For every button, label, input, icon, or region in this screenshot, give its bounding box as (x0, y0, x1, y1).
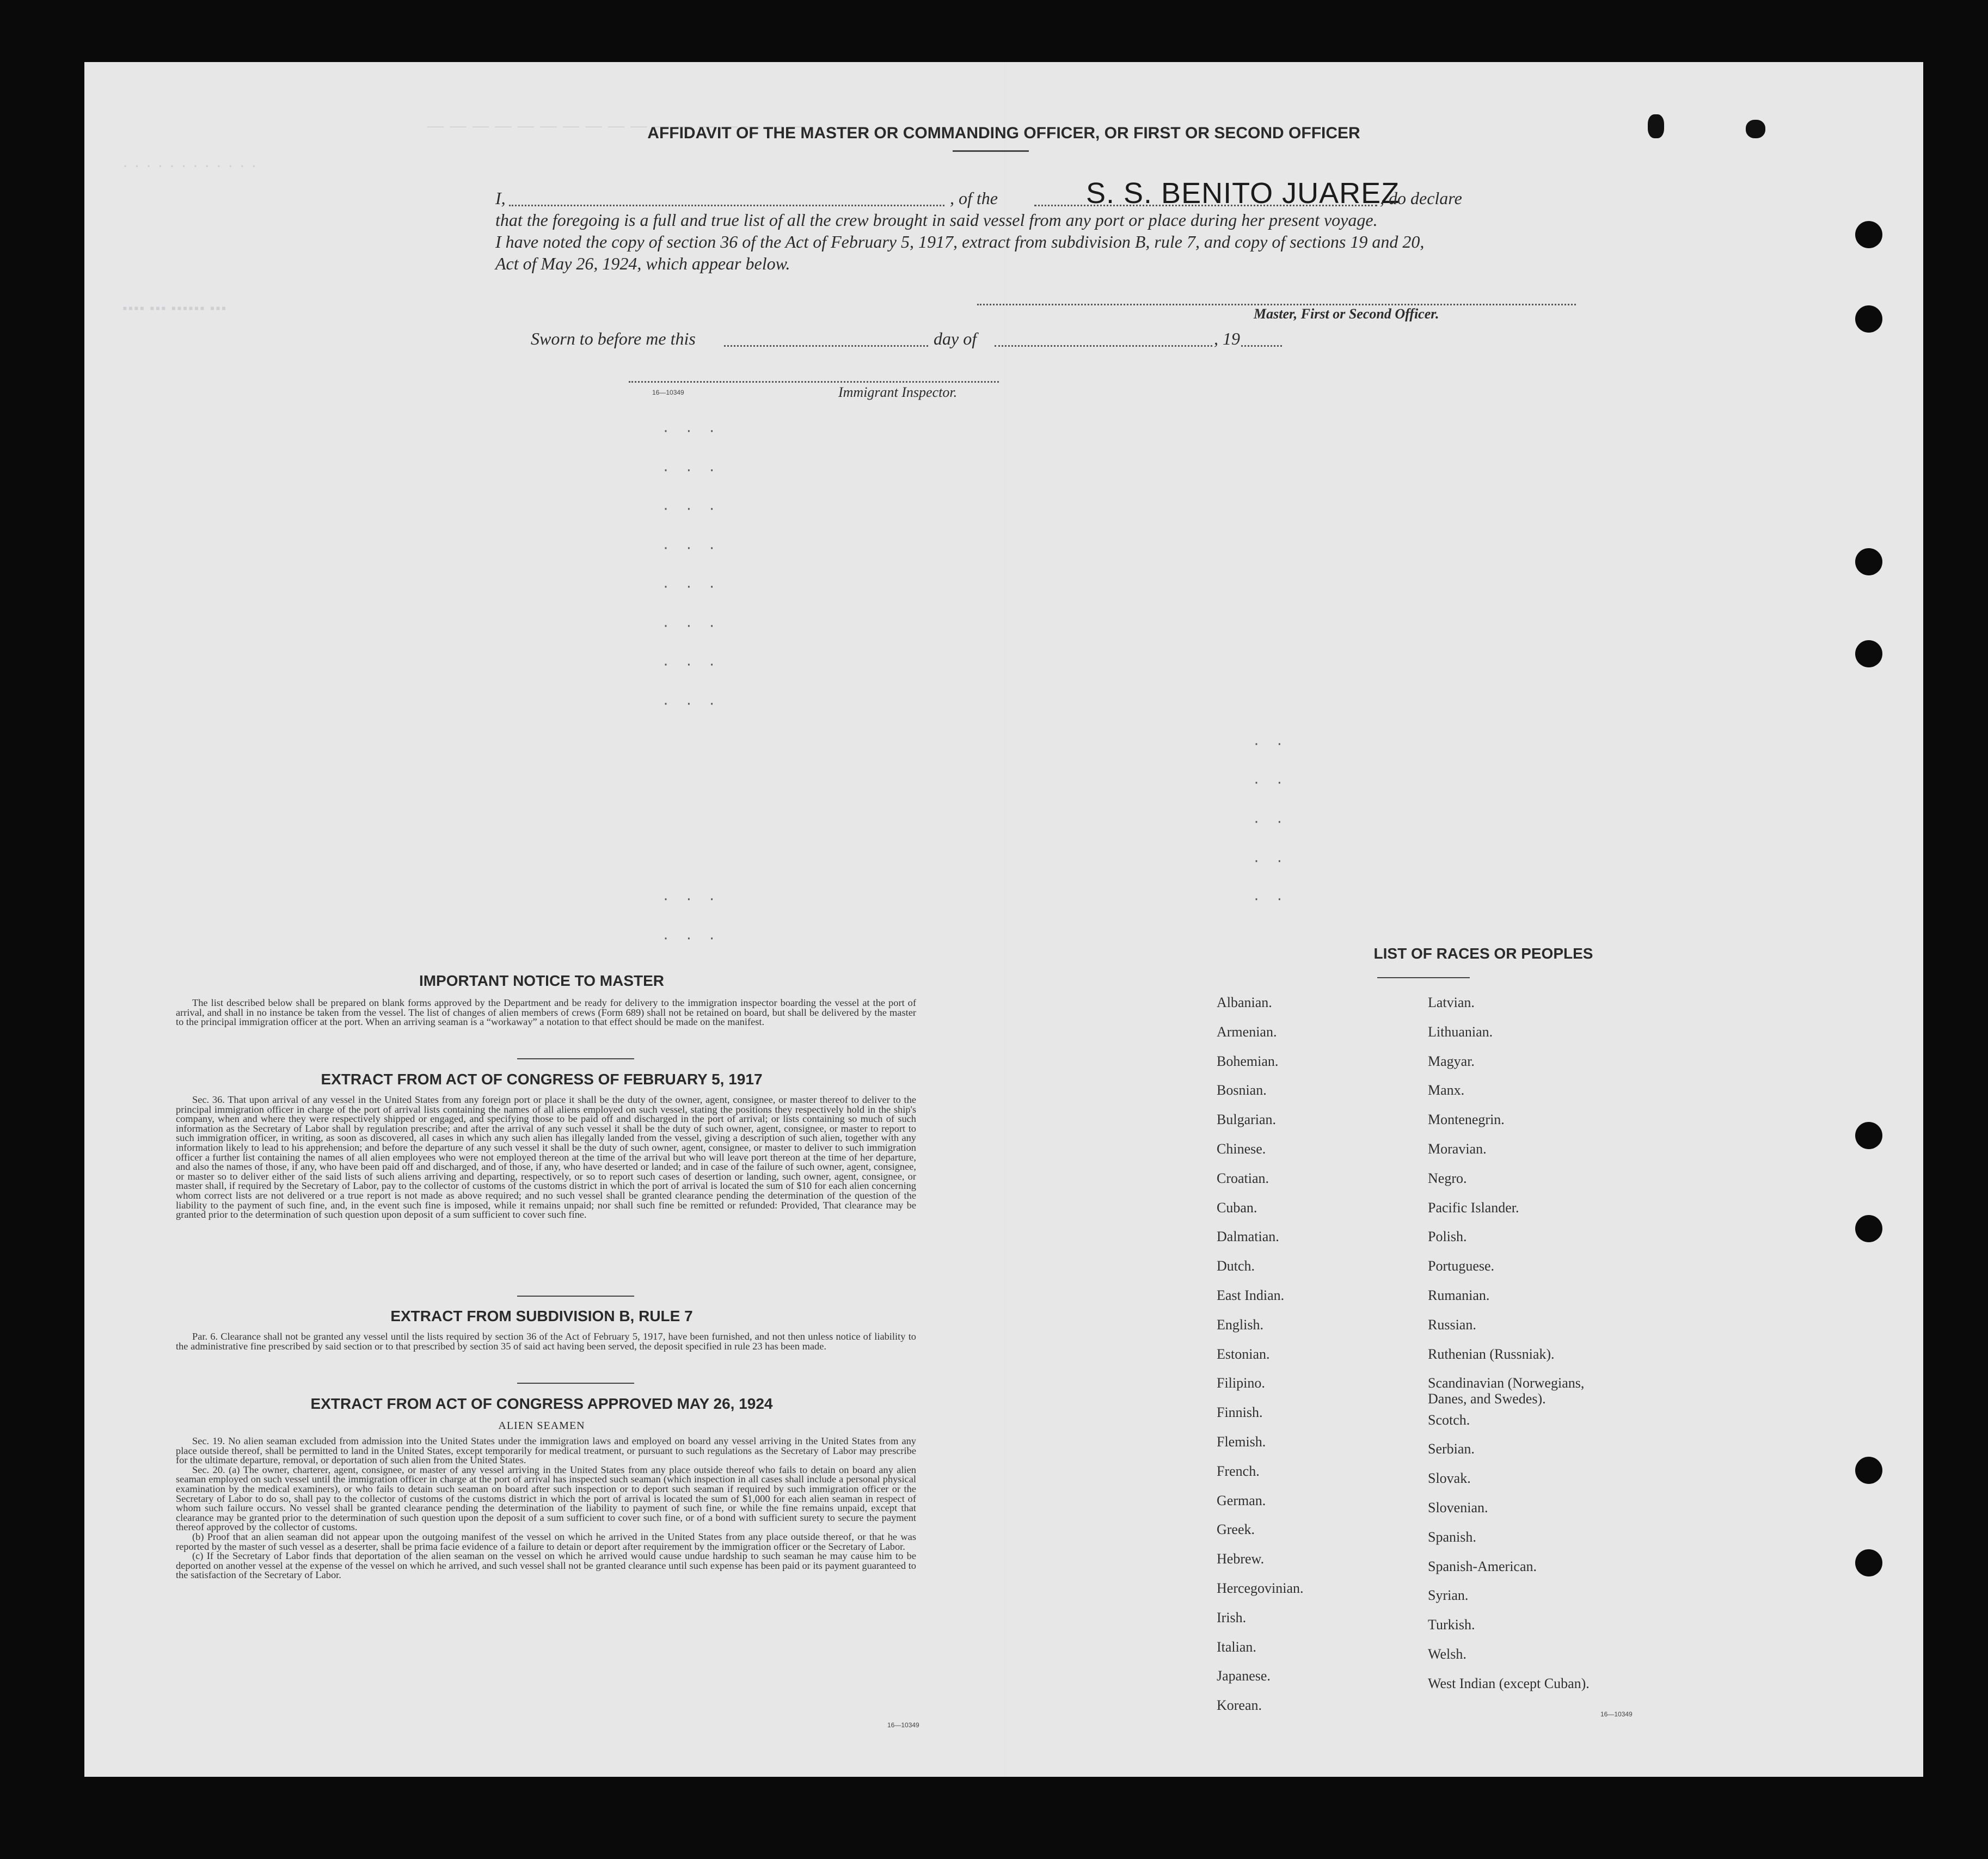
vessel-name: S. S. BENITO JUAREZ (1086, 177, 1400, 210)
race-item: Korean. (1217, 1697, 1262, 1713)
affidavit-line-3: I have noted the copy of section 36 of the Act of February 5, 1917, extract from subdivision B, rule 7, and copy of sections 19 and 20, (495, 232, 1425, 251)
ledger-dots: · · (1254, 734, 1289, 752)
year-blank (1241, 345, 1282, 347)
name-blank (509, 205, 944, 206)
ink-speck (1648, 114, 1664, 138)
punch-hole (1855, 1122, 1882, 1149)
sec-20a: Sec. 20. (a) The owner, charterer, agent, consignee, or master of any vessel arriving in the United States from any place outside thereof who fails to detain on board any alien seaman employed on such vessel until the immigration officer in charge at the port of arrival has inspected such seaman (which inspection in all cases shall include a personal physical examination by the medical examiners), or who fails to detain such seaman on board after such inspection or to deport such seaman if required by such immigration officer or the Secretary of Labor to do so, shall pay to the collector of customs of the customs district in which the port of arrival is located the sum of $1,000 for each alien seaman in respect of whom such failure occurs. No vessel shall be granted clearance pending the determination of the liability to payment of such fine, or while the fine remains unpaid, except that clearance may be granted prior to the determination of such question upon the deposit of a sum sufficient to cover such fine, or of a bond with sufficient surety to secure the payment thereof approved by the collector of customs. (176, 1464, 916, 1533)
race-item: Finnish. (1217, 1404, 1263, 1420)
day-of: day of (934, 329, 977, 348)
punch-hole (1855, 221, 1882, 248)
race-item: Hebrew. (1217, 1551, 1265, 1567)
race-item: Ruthenian (Russniak). (1428, 1346, 1555, 1362)
sec-20b: (b) Proof that an alien seaman did not appear upon the outgoing manifest of the vessel on which he arrived in the United States from any place outside thereof, or that he was reported by the master of such vessel as a deserter, shall be prima facie evidence of a failure to detain or deport after requirement by the immigration officer or the Secretary of Labor. (176, 1531, 916, 1552)
sec-20c: (c) If the Secretary of Labor finds that deportation of the alien seaman on the vessel on which he arrived would cause undue hardship to such seaman he may cause him to be deported on another vessel at the expense of the vessel on which he arrived, and such vessel shall not be granted clearance until such expense has been paid or its payment guaranteed to the satisfaction of the Secretary of Labor. (176, 1550, 916, 1581)
bleed-through-text: · · · · · · · · · · · · (122, 157, 258, 175)
line1-of-the: , of the (950, 188, 998, 208)
race-item: Armenian. (1217, 1024, 1277, 1040)
punch-hole (1855, 548, 1882, 575)
punch-hole (1855, 640, 1882, 667)
ledger-dots: · · · (663, 655, 721, 673)
ledger-dots: · · · (663, 577, 721, 595)
race-item: Slovak. (1428, 1470, 1471, 1486)
sworn-line (531, 329, 1240, 349)
notice-paragraph: The list described below shall be prepared on blank forms approved by the Department and be ready for delivery to the immigration inspector boarding the vessel at the port of arrival, and shall in no instance be taken from the vessel. The list of changes of alien members of crews (Form 689) shall not be retained on board, but shall be delivered by the master to the principal immigration officer at the port. When an arriving seaman is a “workaway” a notation to that effect should be made on the manifest. (176, 997, 916, 1028)
ledger-dots: · · · (663, 616, 721, 634)
extract-1917-paragraph: Sec. 36. That upon arrival of any vessel in the United States from any foreign port or place it shall be the duty of the owner, agent, consignee, or master thereof to deliver to the principal immigration officer in charge of the port of arrival lists containing the names of all aliens employed on such vessel, stating the positions they respectively hold in the ship's company, when and where they were respectively shipped or engaged, and specifying those to be paid off and discharged in the port of arrival; or lists containing so much of such information as the Secretary of Labor shall by regulation prescribe; and after the arrival of any such vessel it shall be the duty of such owner, agent, consignee, or master to report to such immigration officer, in writing, as soon as discovered, all cases in which any such alien has illegally landed from the vessel, giving a description of such alien, together with any information likely to lead to his apprehension; and before the departure of any such vessel it shall be the duty of such owner, agent, consignee, or master to deliver to such immigration officer a further list containing the names of all alien employees who were not employed thereon at the time of the arrival but who will leave port thereon at the time of her departure, and also the names of those, if any, who have been paid off and discharged, and of those, if any, who have deserted or landed; and in case of the failure of such owner, agent, consignee, or master so to deliver either of the said lists of such aliens arriving and departing, respectively, or so to report such cases of desertion or landing, such owner, agent, consignee, or master shall, if required by the Secretary of Labor, pay to the collector of customs of the customs district in which the port of arrival is located the sum of $10 for each alien concerning whom correct lists are not delivered or a true report is not made as above required; and no such vessel shall be granted clearance pending the determination of the question of the liability to the payment of such fine, and, in the event such fine is imposed, while it remains unpaid; nor shall such fine be remitted or refunded: Provided, That clearance may be granted prior to the determination of such question upon deposit of a sum sufficient to cover such fine. (176, 1094, 916, 1220)
race-item: Scandinavian (Norwegians, Danes, and Swedes). (1428, 1375, 1585, 1407)
race-item: Dutch. (1217, 1258, 1255, 1274)
race-item: Croatian. (1217, 1170, 1269, 1186)
ledger-dots: · · · (663, 499, 721, 517)
ledger-dots: · · · (663, 421, 721, 439)
races-title-underline (1377, 977, 1470, 978)
races-title: LIST OF RACES OR PEOPLES (1373, 945, 1593, 962)
ledger-dots: · · (1254, 812, 1289, 830)
race-item: Turkish. (1428, 1617, 1475, 1633)
race-item: Filipino. (1217, 1375, 1265, 1391)
section-divider (517, 1383, 634, 1384)
race-item: Bulgarian. (1217, 1112, 1277, 1127)
extract-rule7-title: EXTRACT FROM SUBDIVISION B, RULE 7 (390, 1308, 693, 1324)
ink-speck (1746, 120, 1765, 138)
race-item: German. (1217, 1493, 1266, 1508)
title-underline (953, 150, 1029, 152)
race-item: Cuban. (1217, 1200, 1257, 1216)
day-blank (724, 345, 928, 347)
ledger-dots: · · (1254, 773, 1289, 791)
bleed-through-text: ▪▪▪▪ ▪▪▪ ▪▪▪▪▪▪ ▪▪▪ (122, 302, 228, 316)
race-item: Flemish. (1217, 1434, 1266, 1450)
extract-1924-text (176, 1437, 916, 1580)
section-divider (517, 1296, 634, 1297)
race-item: Welsh. (1428, 1646, 1467, 1662)
affidavit-title: AFFIDAVIT OF THE MASTER OR COMMANDING OFFICER, OR FIRST OR SECOND OFFICER (647, 124, 1360, 142)
punch-hole (1855, 1215, 1882, 1242)
race-item: Italian. (1217, 1639, 1256, 1655)
line1-prefix: I, (495, 188, 506, 208)
race-item: Lithuanian. (1428, 1024, 1493, 1040)
race-item: Polish. (1428, 1229, 1467, 1244)
inspector-signature-line (629, 381, 999, 383)
race-item: Bosnian. (1217, 1082, 1267, 1098)
race-item: Bohemian. (1217, 1053, 1279, 1069)
month-blank (995, 345, 1212, 347)
race-item: Montenegrin. (1428, 1112, 1505, 1127)
ledger-dots: · · (1254, 889, 1289, 907)
line1-suffix: , do declare (1380, 188, 1462, 208)
race-item: Rumanian. (1428, 1287, 1490, 1303)
race-item: French. (1217, 1463, 1260, 1479)
form-number: 16—10349 (1600, 1710, 1633, 1718)
race-item: West Indian (except Cuban). (1428, 1676, 1590, 1691)
signature-line (977, 304, 1576, 305)
race-item: Greek. (1217, 1521, 1255, 1537)
race-item: Moravian. (1428, 1141, 1487, 1157)
ledger-dots: · · (1254, 851, 1289, 869)
year-prefix: , 19 (1214, 329, 1240, 348)
punch-hole (1855, 1549, 1882, 1576)
race-item: Japanese. (1217, 1668, 1271, 1684)
bleed-through-text: — — — — — — — — — — — — — — — — — (427, 116, 806, 134)
affidavit-line-1 (495, 177, 1611, 210)
inspector-label: Immigrant Inspector. (838, 384, 958, 400)
punch-hole (1855, 1457, 1882, 1484)
affidavit-line-2: that the foregoing is a full and true list of all the crew brought in said vessel from any port or place during her present voyage. (495, 210, 1378, 230)
extract-1917-text (176, 1095, 916, 1220)
notice-title: IMPORTANT NOTICE TO MASTER (419, 972, 665, 989)
ledger-dots: · · · (663, 929, 721, 947)
race-item: Russian. (1428, 1317, 1476, 1333)
race-item: Albanian. (1217, 995, 1272, 1010)
sec-19: Sec. 19. No alien seaman excluded from admission into the United States under the immigration laws and employed on board any vessel arriving in the United States from any place outside thereof, shall be permitted to land in the United States, except temporarily for medical treatment, or pursuant to such regulations as the Secretary of Labor may prescribe for the ultimate departure, removal, or deportation of such alien from the United States. (176, 1435, 916, 1466)
form-number: 16—10349 (887, 1721, 919, 1729)
race-item: Negro. (1428, 1170, 1467, 1186)
race-item: Latvian. (1428, 995, 1475, 1010)
race-item: Spanish-American. (1428, 1559, 1537, 1574)
race-item: Manx. (1428, 1082, 1465, 1098)
race-item: Spanish. (1428, 1529, 1476, 1545)
race-item: English. (1217, 1317, 1263, 1333)
extract-rule7-text (176, 1332, 916, 1351)
race-item: Scotch. (1428, 1412, 1470, 1428)
race-item: Irish. (1217, 1610, 1247, 1625)
race-item: Chinese. (1217, 1141, 1266, 1157)
race-item: Hercegovinian. (1217, 1580, 1304, 1596)
race-item: Pacific Islander. (1428, 1200, 1519, 1216)
sworn-prefix: Sworn to before me this (531, 329, 696, 348)
ledger-dots: · · · (663, 694, 721, 712)
form-number: 16—10349 (652, 389, 684, 396)
extract-1924-subtitle: ALIEN SEAMEN (498, 1420, 585, 1432)
race-item: East Indian. (1217, 1287, 1285, 1303)
race-item: Portuguese. (1428, 1258, 1495, 1274)
extract-1917-title: EXTRACT FROM ACT OF CONGRESS OF FEBRUARY 5, 1917 (321, 1071, 763, 1088)
extract-rule7-paragraph: Par. 6. Clearance shall not be granted any vessel until the lists required by section 36 of the Act of February 5, 1917, have been furnished, and not then unless notice of liability to the administrative fine prescribed by said section or to that prescribed by section 35 of said act having been served, the deposit specified in rule 23 has been made. (176, 1331, 916, 1352)
punch-hole (1855, 305, 1882, 333)
race-item: Estonian. (1217, 1346, 1270, 1362)
page-fold (1004, 62, 1006, 1777)
race-item: Magyar. (1428, 1053, 1475, 1069)
ledger-dots: · · · (663, 461, 721, 478)
race-item: Dalmatian. (1217, 1229, 1279, 1244)
ledger-dots: · · · (663, 889, 721, 907)
extract-1924-title: EXTRACT FROM ACT OF CONGRESS APPROVED MAY 26, 1924 (310, 1395, 773, 1412)
race-item: Syrian. (1428, 1587, 1469, 1603)
ledger-dots: · · · (663, 538, 721, 556)
master-label: Master, First or Second Officer. (1254, 306, 1439, 322)
section-divider (517, 1058, 634, 1059)
race-item: Serbian. (1428, 1441, 1475, 1457)
affidavit-line-4: Act of May 26, 1924, which appear below. (495, 254, 790, 273)
race-item: Slovenian. (1428, 1500, 1488, 1516)
manifest-sheet (84, 62, 1923, 1777)
notice-text (176, 998, 916, 1027)
